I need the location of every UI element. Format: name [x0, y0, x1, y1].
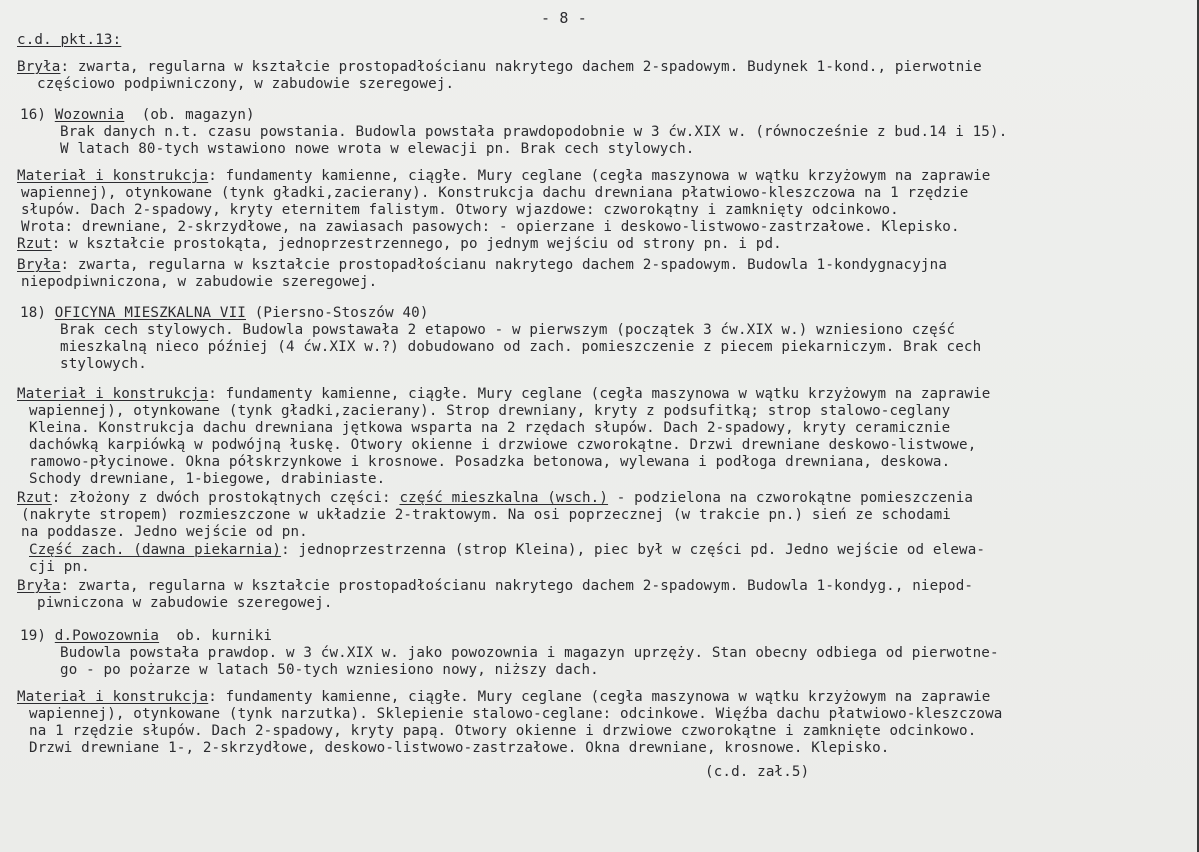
bryla-text-line: piwniczona w zabudowie szeregowej.	[37, 595, 333, 611]
bryla-label: Bryła	[17, 257, 61, 273]
bryla-label: Bryła	[17, 59, 61, 75]
bryla-text-line: : zwarta, regularna w kształcie prostopadłościanu nakrytego dachem 2-spadowym. Budowla 1-kondyg., niepod-	[60, 578, 974, 594]
material-text-line: Schody drewniane, 1-biegowe, drabiniaste.	[29, 471, 386, 487]
item-title: OFICYNA MIESZKALNA VII	[54, 305, 246, 321]
bryla-label: Bryła	[17, 578, 61, 594]
rzut-text: - podzielona na czworokątne pomieszczenia	[608, 490, 974, 506]
rzut-paragraph	[17, 236, 782, 253]
bryla-text-line: : zwarta, regularna w kształcie prostopadłościanu nakrytego dachem 2-spadowym. Budynek 1-kond., pierwotnie	[60, 59, 982, 75]
item-heading	[20, 305, 429, 322]
bryla-text-line: częściowo podpiwniczony, w zabudowie szeregowej.	[37, 76, 455, 92]
item-description-line: Budowla powstała prawdop. w 3 ćw.XIX w. jako powozownia i magazyn uprzęży. Stan obecny odbiega od pierwotne-	[60, 645, 999, 661]
material-paragraph	[17, 689, 990, 706]
czesc-label: Część zach. (dawna piekarnia)	[29, 542, 282, 558]
bryla-text-line: : zwarta, regularna w kształcie prostopadłościanu nakrytego dachem 2-spadowym. Budowla 1-kondygnacyjna	[60, 257, 948, 273]
material-label: Materiał i konstrukcja	[17, 386, 209, 402]
item-description-line: Brak danych n.t. czasu powstania. Budowla powstała prawdopodobnie w 3 ćw.XIX w. (równocześnie z bud.14 i 15).	[60, 124, 1008, 140]
material-paragraph	[17, 168, 990, 185]
material-text-line: wapiennej), otynkowane (tynk gładki,zacierany). Konstrukcja dachu drewniana płatwiowo-kleszczowa na 1 rzędzie	[21, 185, 969, 201]
rzut-paragraph	[17, 490, 973, 507]
material-label: Materiał i konstrukcja	[17, 168, 209, 184]
material-paragraph	[17, 386, 990, 403]
material-text-line: : fundamenty kamienne, ciągłe. Mury ceglane (cegła maszynowa w wątku krzyżowym na zaprawie	[208, 168, 991, 184]
material-label: Materiał i konstrukcja	[17, 689, 209, 705]
item-subtitle: (ob. magazyn)	[141, 107, 255, 123]
rzut-text-line: na poddasze. Jedno wejście od pn.	[21, 524, 308, 540]
rzut-part-label: część mieszkalna (wsch.)	[399, 490, 609, 506]
bryla-text-line: niepodpiwniczona, w zabudowie szeregowej.	[21, 274, 378, 290]
material-text-line: : fundamenty kamienne, ciągłe. Mury ceglane (cegła maszynowa w wątku krzyżowym na zaprawie	[208, 386, 991, 402]
material-text-line: dachówką karpiówką w podwójną łuskę. Otwory okienne i drzwiowe czworokątne. Drzwi drewniane deskowo-listwowe,	[29, 437, 977, 453]
item-description-line: go - po pożarze w latach 50-tych wzniesiono nowy, niższy dach.	[60, 662, 599, 678]
czesc-text-line: : jednoprzestrzenna (strop Kleina), piec był w części pd. Jedno wejście od elewa-	[281, 542, 986, 558]
item-title: d.Powozownia	[54, 628, 160, 644]
item-number: 19)	[20, 628, 47, 644]
page-number: - 8 -	[541, 9, 587, 27]
czesc-text-line: cji pn.	[29, 559, 90, 575]
rzut-text: : złożony z dwóch prostokątnych części:	[51, 490, 400, 506]
item-heading	[20, 628, 272, 645]
bryla-paragraph	[17, 578, 973, 595]
rzut-label: Rzut	[17, 236, 52, 252]
material-text-line: Kleina. Konstrukcja dachu drewniana jętkowa wsparta na 2 rzędach słupów. Dach 2-spadowy, kryty ceramicznie	[29, 420, 951, 436]
material-text-line: słupów. Dach 2-spadowy, kryty eternitem falistym. Otwory wjazdowe: czworokątny i zamknięty odcinkowo.	[21, 202, 899, 218]
item-description-line: mieszkalną nieco później (4 ćw.XIX w.?) dobudowano od zach. pomieszczenie z piecem piekarniczym. Brak cech	[60, 339, 982, 355]
czesc-paragraph	[29, 542, 985, 559]
item-subtitle: (Piersno-Stoszów 40)	[254, 305, 429, 321]
material-text-line: Drzwi drewniane 1-, 2-skrzydłowe, deskowo-listwowo-zastrzałowe. Okna drewniane, krosnowe. Klepisko.	[29, 740, 890, 756]
bryla-paragraph	[17, 257, 947, 274]
item-description-line: stylowych.	[60, 356, 147, 372]
material-text-line: wapiennej), otynkowane (tynk narzutka). Sklepienie stalowo-ceglane: odcinkowe. Więźba dachu płatwiowo-kleszczowa	[29, 706, 1003, 722]
item-heading	[20, 107, 255, 124]
material-text-line: ramowo-płycinowe. Okna półskrzynkowe i krosnowe. Posadzka betonowa, wylewana i podłoga drewniana, deskowa.	[29, 454, 951, 470]
item-title: Wozownia	[54, 107, 125, 123]
material-text-line: wapiennej), otynkowane (tynk gładki,zacierany). Strop drewniany, kryty z podsufitką; strop stalowo-ceglany	[29, 403, 951, 419]
item-number: 18)	[20, 305, 47, 321]
rzut-label: Rzut	[17, 490, 52, 506]
bryla-paragraph	[17, 59, 982, 76]
material-text-line: na 1 rzędzie słupów. Dach 2-spadowy, kryty papą. Otwory okienne i drzwiowe czworokątne i zamknięte odcinkowo.	[29, 723, 977, 739]
item-number: 16)	[20, 107, 47, 123]
footer-continuation: (c.d. zał.5)	[705, 764, 810, 780]
item-subtitle: ob. kurniki	[176, 628, 273, 644]
item-description-line: W latach 80-tych wstawiono nowe wrota w elewacji pn. Brak cech stylowych.	[60, 141, 695, 157]
rzut-text-line: (nakryte stropem) rozmieszczone w układzie 2-traktowym. Na osi poprzecznej (w trakcie pn.) sień ze schodami	[21, 507, 952, 523]
material-text-line: Wrota: drewniane, 2-skrzydłowe, na zawiasach pasowych: - opierzane i deskowo-listwowo-zastrzałowe. Klepisko.	[21, 219, 960, 235]
material-text-line: : fundamenty kamienne, ciągłe. Mury ceglane (cegła maszynowa w wątku krzyżowym na zaprawie	[208, 689, 991, 705]
rzut-text: : w kształcie prostokąta, jednoprzestrzennego, po jednym wejściu od strony pn. i pd.	[51, 236, 782, 252]
item-description-line: Brak cech stylowych. Budowla powstawała 2 etapowo - w pierwszym (początek 3 ćw.XIX w.) wzniesiono część	[60, 322, 956, 338]
continued-header: c.d. pkt.13:	[17, 32, 122, 48]
